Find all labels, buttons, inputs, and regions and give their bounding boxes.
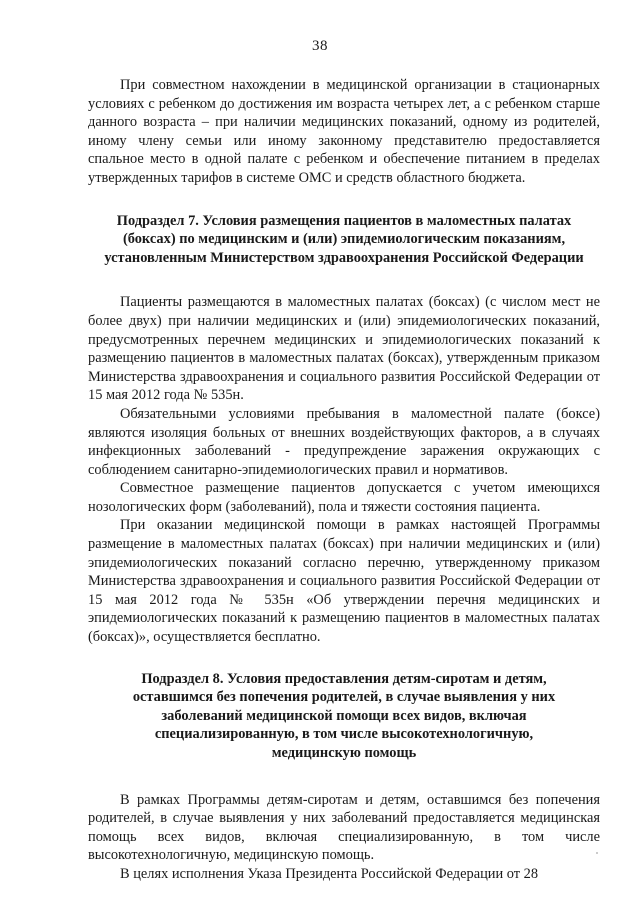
page-number: 38 <box>312 38 328 54</box>
subsection-8-paragraph-1: В рамках Программы детям-сиротам и детям, оставшимся без попечения родителей, в случае выявления у них заболеваний предоставляется медицинская помощь всех видов, включая специализированную, в том числе высокотехнологичную, медицинскую помощь. <box>88 791 600 864</box>
subsection-7-paragraph-2: Обязательными условиями пребывания в маломестной палате (боксе) являются изоляция больных от внешних воздействующих факторов, а в случаях инфекционных заболеваний - предупреждение заражения окружающих с соблюдением санитарно-эпидемиологических правил и нормативов. <box>88 405 600 478</box>
subsection-8-title: Подраздел 8. Условия предоставления детям-сиротам и детям, оставшимся без попечения родителей, в случае выявления у них заболеваний медицинской помощи всех видов, включая специализированную, в том числе высокотехнологичную, медицинскую помощь <box>132 670 556 761</box>
subsection-7-heading-block <box>88 212 600 268</box>
subsection-8-paragraph-2: В целях исполнения Указа Президента Российской Федерации от 28 <box>120 865 539 882</box>
subsection-7-paragraph-1: Пациенты размещаются в маломестных палатах (боксах) (с числом мест не более двух) при наличии медицинских и (или) эпидемиологических показаний, предусмотренных перечнем медицинских и эпидемиологических показаний к размещению пациентов в маломестных палатах (боксах), утвержденным приказом Министерства здравоохранения и социального развития Российской Федерации от 15 мая 2012 года № 535н. <box>88 294 600 404</box>
scan-speck <box>596 852 598 854</box>
subsection-7-title: Подраздел 7. Условия размещения пациентов в маломестных палатах (боксах) по медицинским и (или) эпидемиологическим показаниям, установленным Министерством здравоохранения Российской Федерации <box>104 212 584 266</box>
subsection-7-paragraph-3: Совместное размещение пациентов допускается с учетом имеющихся нозологических форм (заболеваний), пола и тяжести состояния пациента. <box>88 480 600 515</box>
subsection-7-paragraph-4: При оказании медицинской помощи в рамках настоящей Программы размещение в маломестных палатах (боксах) при наличии медицинских и (или) эпидемиологических показаний согласно перечню, утвержденному приказом Министерства здравоохранения и социального развития Российской Федерации от 15 мая 2012 года № 535н «Об утверждении перечня медицинских и эпидемиологических показаний к размещению пациентов в маломестных палатах (боксах)», осуществляется бесплатно. <box>88 517 600 646</box>
subsection-8-heading-block <box>88 670 600 763</box>
page-content <box>88 76 600 884</box>
paragraph-accommodation-with-child: При совместном нахождении в медицинской организации в стационарных условиях с ребенком до достижения им возраста четырех лет, а с ребенком старше данного возраста – при наличии медицинских показаний, одному из родителей, иному члену семьи или иному законному представителю предоставляется спальное место в одной палате с ребенком и обеспечение питанием в пределах утвержденных тарифов в системе ОМС и средств областного бюджета. <box>88 77 600 186</box>
